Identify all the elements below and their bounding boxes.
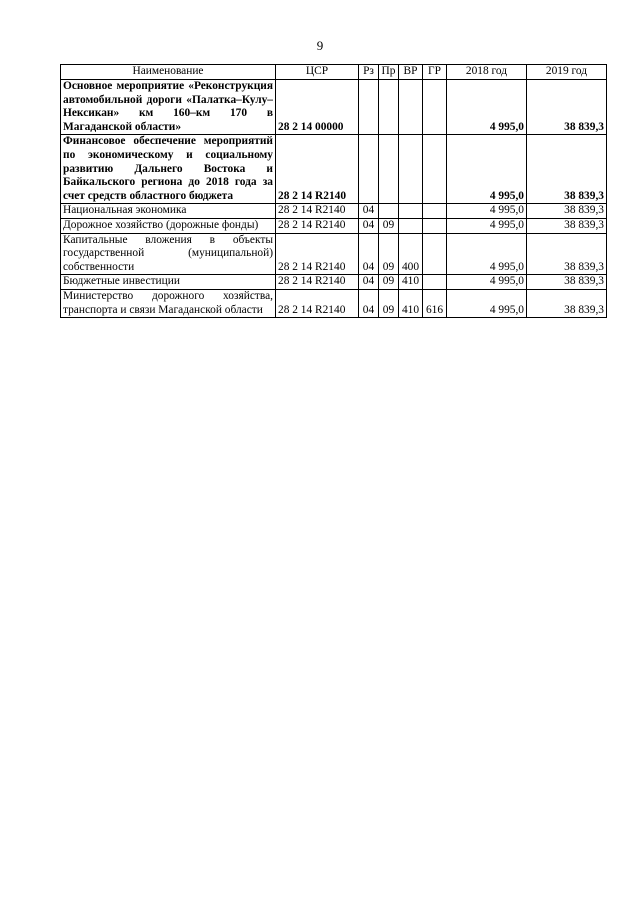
cell-vr: 400 bbox=[399, 233, 423, 275]
table-header-row bbox=[61, 65, 607, 80]
header-2018: 2018 год bbox=[447, 65, 527, 80]
header-vr: ВР bbox=[399, 65, 423, 80]
cell-rz bbox=[359, 80, 379, 135]
cell-gr bbox=[423, 135, 447, 204]
table-row bbox=[61, 233, 607, 275]
cell-vr bbox=[399, 204, 423, 219]
cell-csr: 28 2 14 R2140 bbox=[276, 275, 359, 290]
page-number: 9 bbox=[316, 38, 324, 53]
cell-gr: 616 bbox=[423, 289, 447, 317]
table-body bbox=[61, 80, 607, 318]
header-gr: ГР bbox=[423, 65, 447, 80]
cell-csr: 28 2 14 R2140 bbox=[276, 218, 359, 233]
cell-rz bbox=[359, 135, 379, 204]
cell-gr bbox=[423, 275, 447, 290]
cell-pr: 09 bbox=[379, 233, 399, 275]
budget-table bbox=[60, 64, 607, 318]
table-row bbox=[61, 289, 607, 317]
cell-name: Бюджетные инвестиции bbox=[61, 275, 276, 290]
table-row bbox=[61, 275, 607, 290]
cell-rz: 04 bbox=[359, 275, 379, 290]
cell-2018: 4 995,0 bbox=[447, 289, 527, 317]
cell-pr: 09 bbox=[379, 218, 399, 233]
cell-gr bbox=[423, 233, 447, 275]
cell-name: Основное мероприятие «Реконструкция автомобильной дороги «Палатка–Кулу–Нексикан» км 160–км 170 в Магаданской области» bbox=[61, 80, 276, 135]
cell-gr bbox=[423, 218, 447, 233]
header-pr: Пр bbox=[379, 65, 399, 80]
cell-csr: 28 2 14 R2140 bbox=[276, 289, 359, 317]
cell-2018: 4 995,0 bbox=[447, 218, 527, 233]
cell-rz: 04 bbox=[359, 233, 379, 275]
cell-2019: 38 839,3 bbox=[527, 275, 607, 290]
cell-csr: 28 2 14 R2140 bbox=[276, 204, 359, 219]
cell-2018: 4 995,0 bbox=[447, 204, 527, 219]
cell-2019: 38 839,3 bbox=[527, 204, 607, 219]
table-row bbox=[61, 135, 607, 204]
cell-name: Финансовое обеспечение мероприятий по экономическому и социальному развитию Дальнего Востока и Байкальского региона до 2018 года за счет средств областного бюджета bbox=[61, 135, 276, 204]
cell-2019: 38 839,3 bbox=[527, 233, 607, 275]
cell-2018: 4 995,0 bbox=[447, 80, 527, 135]
cell-2019: 38 839,3 bbox=[527, 135, 607, 204]
cell-csr: 28 2 14 00000 bbox=[276, 80, 359, 135]
cell-vr bbox=[399, 135, 423, 204]
header-name: Наименование bbox=[61, 65, 276, 80]
cell-rz: 04 bbox=[359, 204, 379, 219]
header-2019: 2019 год bbox=[527, 65, 607, 80]
cell-vr bbox=[399, 218, 423, 233]
cell-name: Капитальные вложения в объекты государственной (муниципальной) собственности bbox=[61, 233, 276, 275]
cell-pr bbox=[379, 135, 399, 204]
cell-2019: 38 839,3 bbox=[527, 218, 607, 233]
cell-vr bbox=[399, 80, 423, 135]
cell-2018: 4 995,0 bbox=[447, 275, 527, 290]
cell-vr: 410 bbox=[399, 275, 423, 290]
cell-pr bbox=[379, 80, 399, 135]
table-row bbox=[61, 204, 607, 219]
header-csr: ЦСР bbox=[276, 65, 359, 80]
cell-pr: 09 bbox=[379, 289, 399, 317]
cell-rz: 04 bbox=[359, 289, 379, 317]
cell-csr: 28 2 14 R2140 bbox=[276, 135, 359, 204]
cell-gr bbox=[423, 80, 447, 135]
cell-2019: 38 839,3 bbox=[527, 80, 607, 135]
cell-vr: 410 bbox=[399, 289, 423, 317]
cell-name: Министерство дорожного хозяйства, транспорта и связи Магаданской области bbox=[61, 289, 276, 317]
cell-2018: 4 995,0 bbox=[447, 135, 527, 204]
cell-csr: 28 2 14 R2140 bbox=[276, 233, 359, 275]
cell-2018: 4 995,0 bbox=[447, 233, 527, 275]
cell-pr: 09 bbox=[379, 275, 399, 290]
cell-rz: 04 bbox=[359, 218, 379, 233]
cell-gr bbox=[423, 204, 447, 219]
header-rz: Рз bbox=[359, 65, 379, 80]
cell-2019: 38 839,3 bbox=[527, 289, 607, 317]
cell-name: Дорожное хозяйство (дорожные фонды) bbox=[61, 218, 276, 233]
table-row bbox=[61, 218, 607, 233]
table-row bbox=[61, 80, 607, 135]
cell-pr bbox=[379, 204, 399, 219]
cell-name: Национальная экономика bbox=[61, 204, 276, 219]
